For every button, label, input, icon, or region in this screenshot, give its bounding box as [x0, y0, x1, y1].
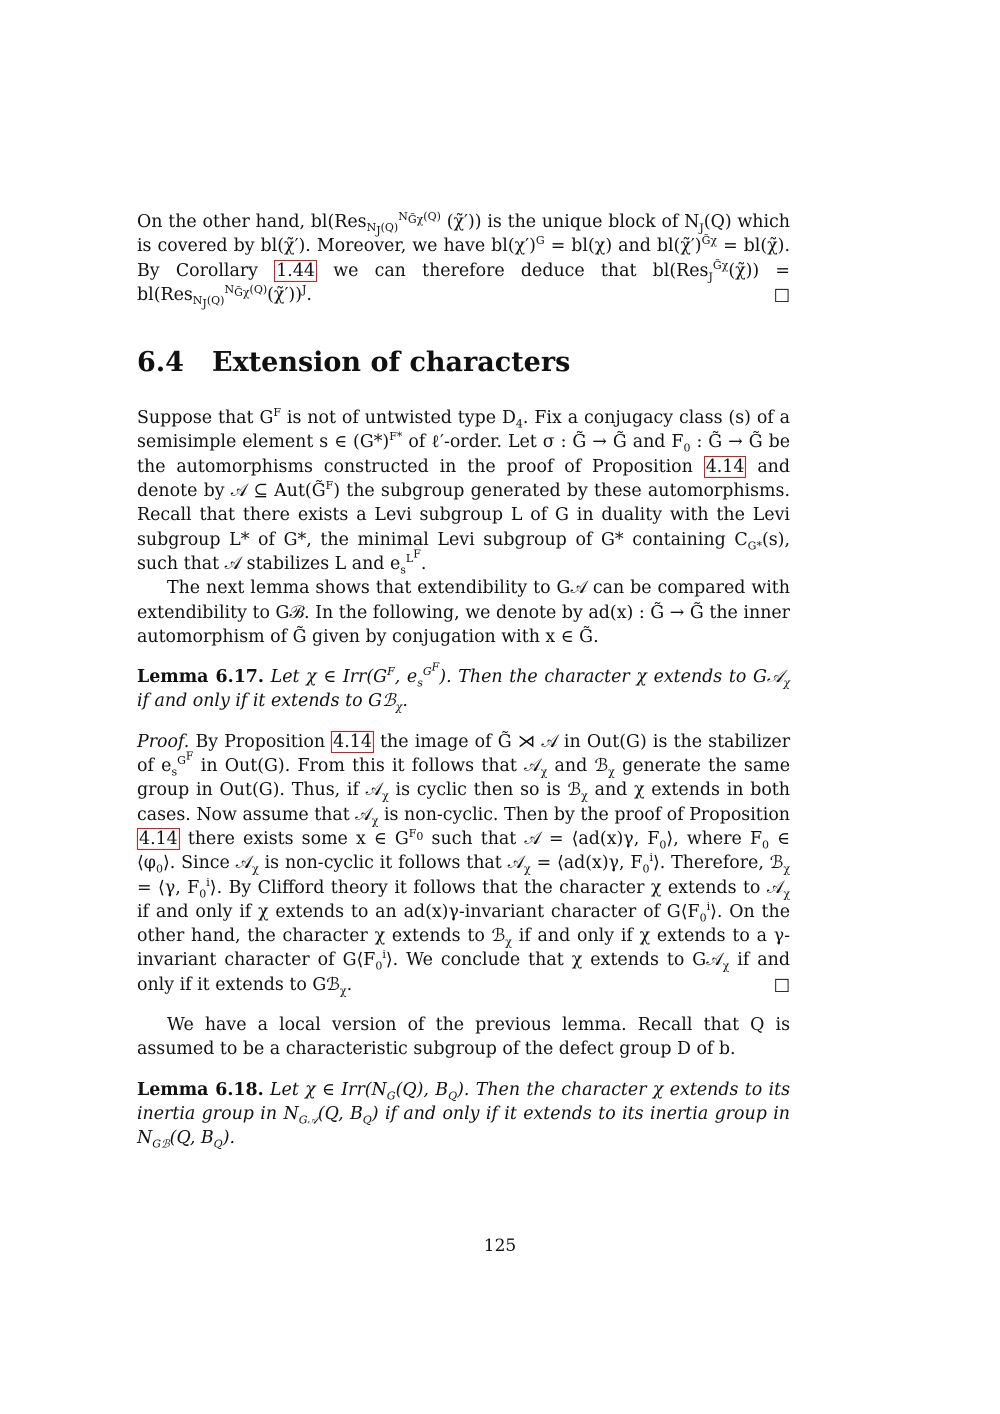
section-title: Extension of characters	[212, 347, 571, 379]
paragraph-proof-end: On the other hand, bl(Res$_{N_J(Q)}^{N_{G̃\chi}(Q)}$ (χ̃′)) is the unique block of $N_J(Q)$ which is covered by bl(χ̃′). Moreover, we have $bl(\chi')^G = bl(\chi)$ and bl(χ̃′)$^{G̃\chi}$ = bl(χ̃). By Corollary 1.44 we can therefore deduce that bl(Res$_J^{G̃\chi}$(χ̃)) = bl(Res$_{N_J(Q)}^{N_{G̃\chi}(Q)}$(χ̃′))$^J$. □	[137, 210, 791, 311]
proposition-4-14-link-2[interactable]: 4.14	[333, 731, 372, 752]
proposition-4-14-link-3[interactable]: 4.14	[139, 828, 178, 849]
lemma-6-17: Lemma 6.17. Let χ ∈ $Irr(G^F$, $e_s^{G^F}$). Then the character χ extends to G𝒜$_\chi$ if and only if it extends to Gℬ$_\chi$.	[137, 660, 791, 714]
paragraph-setup: Suppose that $G^F$ is not of untwisted type $D_4$. Fix a conjugacy class (s) of a semisimple element s ∈ $(G*)^{F*}$ of ℓ′-order. Let σ : G̃ → G̃ and $F_0$ : G̃ → G̃ be the automorphisms constructed in the proof of Proposition 4.14 and denote by 𝒜 ⊆ Aut(G̃$^F$) the subgroup generated by these automorphisms. Recall that there exists a Levi subgroup L of G in duality with the Levi subgroup L* of G*, the minimal Levi subgroup of G* containing $C_{G*}(s)$, such that 𝒜 stabilizes L and $e_s^{L^F}$.	[137, 406, 791, 577]
qed-symbol: □	[773, 284, 790, 305]
page-number: 125	[483, 1236, 517, 1256]
lemma-6-18-label: Lemma 6.18.	[137, 1079, 264, 1100]
corollary-1-44-link[interactable]: 1.44	[276, 260, 315, 281]
qed-symbol-2: □	[773, 974, 790, 995]
lemma-6-17-label: Lemma 6.17.	[137, 667, 264, 688]
page-body	[137, 210, 790, 1151]
proof-lemma-6-17: Proof. By Proposition 4.14 the image of G̃ ⋊ 𝒜 in Out(G) is the stabilizer of $e_s^{G^F}$ in Out(G). From this it follows that 𝒜$_\chi$ and ℬ$_\chi$ generate the same group in Out(G). Thus, if 𝒜$_\chi$ is cyclic then so is ℬ$_\chi$ and χ extends in both cases. Now assume that 𝒜$_\chi$ is non-cyclic. Then by the proof of Proposition 4.14 there exists some x ∈ $G^{F_0}$ such that 𝒜 = ⟨ad(x)γ, $F_0⟩$, where $F_0$ ∈ $⟨\varphi_0⟩$. Since 𝒜$_\chi$ is non-cyclic it follows that 𝒜$_\chi$ = ⟨ad(x)γ, $F_0^i⟩$. Therefore, ℬ$_\chi$ = ⟨γ, $F_0^i⟩$. By Clifford theory it follows that the character χ extends to 𝒜$_\chi$ if and only if χ extends to an ad(x)γ-invariant character of $G⟨F_0^i⟩$. On the other hand, the character χ extends to ℬ$_\chi$ if and only if χ extends to a γ-invariant character of $G⟨F_0^i⟩$. We conclude that χ extends to G𝒜$_\chi$ if and only if it extends to Gℬ$_\chi$. □	[137, 731, 791, 998]
paragraph-next-lemma: The next lemma shows that extendibility to G𝒜 can be compared with extendibility to Gℬ. In the following, we denote by ad(x) : G̃ → G̃ the inner automorphism of G̃ given by conjugation with x ∈ G̃.	[137, 578, 790, 647]
paragraph-local-version: We have a local version of the previous lemma. Recall that Q is assumed to be a characteristic subgroup of the defect group D of b.	[137, 1015, 790, 1060]
proof-label: Proof.	[137, 731, 190, 752]
proposition-4-14-link[interactable]: 4.14	[705, 456, 745, 477]
section-number: 6.4	[137, 347, 184, 379]
lemma-6-18: Lemma 6.18. Let χ ∈ $Irr(N_G(Q)$, $B_Q$). Then the character χ extends to its inertia group in $N_{G𝒜}(Q$, $B_Q$) if and only if it extends to its inertia group in $N_{Gℬ}(Q$, $B_Q$).	[137, 1079, 791, 1151]
section-heading	[137, 347, 790, 378]
